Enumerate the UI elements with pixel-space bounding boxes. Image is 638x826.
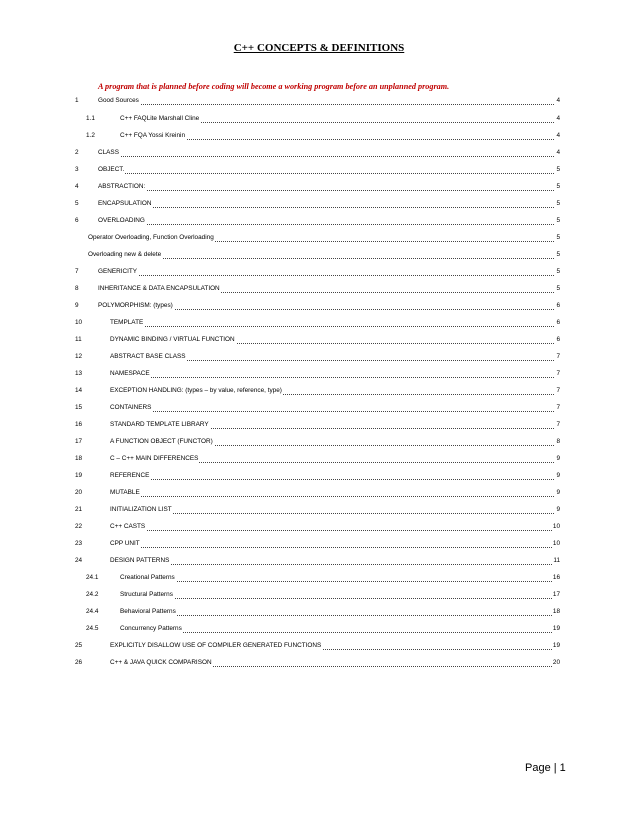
toc-leader-dots xyxy=(110,513,558,514)
toc-entry-number: 6 xyxy=(75,217,79,224)
toc-entry-number: 24.4 xyxy=(86,608,99,615)
toc-entry[interactable] xyxy=(0,181,638,193)
toc-entry[interactable] xyxy=(0,215,638,227)
toc-leader-dots xyxy=(120,632,558,633)
page-footer: Page | 1 xyxy=(525,762,566,774)
toc-entry[interactable] xyxy=(0,300,638,312)
toc-entry-number: 5 xyxy=(75,200,79,207)
motto-quote: A program that is planned before coding will become a working program before an unplanned program. xyxy=(98,82,450,91)
toc-entry[interactable] xyxy=(0,640,638,652)
toc-leader-dots xyxy=(110,564,558,565)
toc-entry-title: MUTABLE xyxy=(110,489,140,496)
toc-entry[interactable] xyxy=(0,470,638,482)
toc-entry-number: 1 xyxy=(75,97,79,104)
toc-entry-title: TEMPLATE xyxy=(110,319,144,326)
toc-entry-title: Creational Patterns xyxy=(120,574,175,581)
toc-entry-page: 7 xyxy=(556,421,560,428)
toc-entry-title: Overloading new & delete xyxy=(88,251,162,258)
toc-entry-number: 20 xyxy=(75,489,83,496)
toc-entry-title: Behavioral Patterns xyxy=(120,608,176,615)
toc-entry-title: STANDARD TEMPLATE LIBRARY xyxy=(110,421,209,428)
toc-entry-number: 21 xyxy=(75,506,83,513)
toc-entry-number: 24.2 xyxy=(86,591,99,598)
toc-entry[interactable] xyxy=(0,521,638,533)
toc-entry[interactable] xyxy=(0,113,638,125)
toc-entry-number: 24.5 xyxy=(86,625,99,632)
toc-entry-page: 16 xyxy=(552,574,560,581)
toc-entry-title: OBJECT. xyxy=(98,166,125,173)
toc-entry[interactable] xyxy=(0,95,638,107)
toc-entry-number: 7 xyxy=(75,268,79,275)
toc-leader-dots xyxy=(110,411,558,412)
toc-entry-page: 10 xyxy=(552,540,560,547)
toc-entry-page: 6 xyxy=(556,319,560,326)
toc-leader-dots xyxy=(110,479,558,480)
toc-entry[interactable] xyxy=(0,130,638,142)
toc-entry[interactable] xyxy=(0,283,638,295)
toc-leader-dots xyxy=(98,156,558,157)
toc-entry-title: Structural Patterns xyxy=(120,591,173,598)
toc-entry-number: 19 xyxy=(75,472,83,479)
toc-entry-page: 5 xyxy=(556,285,560,292)
toc-entry-title: CONTAINERS xyxy=(110,404,152,411)
toc-entry-page: 17 xyxy=(552,591,560,598)
toc-entry[interactable] xyxy=(0,368,638,380)
toc-entry[interactable] xyxy=(0,589,638,601)
toc-entry-page: 5 xyxy=(556,234,560,241)
toc-entry-number: 24.1 xyxy=(86,574,99,581)
toc-entry[interactable] xyxy=(0,198,638,210)
toc-entry[interactable] xyxy=(0,555,638,567)
toc-entry[interactable] xyxy=(0,164,638,176)
toc-entry-page: 6 xyxy=(556,336,560,343)
toc-entry[interactable] xyxy=(0,232,638,244)
toc-leader-dots xyxy=(110,530,558,531)
toc-entry-page: 5 xyxy=(556,166,560,173)
toc-entry-page: 8 xyxy=(556,438,560,445)
toc-entry[interactable] xyxy=(0,623,638,635)
toc-leader-dots xyxy=(110,496,558,497)
toc-leader-dots xyxy=(110,326,558,327)
toc-entry-number: 8 xyxy=(75,285,79,292)
toc-entry-number: 4 xyxy=(75,183,79,190)
toc-leader-dots xyxy=(98,190,558,191)
toc-entry-page: 5 xyxy=(556,217,560,224)
toc-leader-dots xyxy=(98,207,558,208)
toc-entry-title: Operator Overloading, Function Overloading xyxy=(88,234,214,241)
toc-entry-title: NAMESPACE xyxy=(110,370,150,377)
toc-leader-dots xyxy=(98,275,558,276)
toc-leader-dots xyxy=(98,104,558,105)
toc-entry[interactable] xyxy=(0,487,638,499)
toc-entry-number: 1.1 xyxy=(86,115,95,122)
toc-entry-page: 9 xyxy=(556,455,560,462)
toc-entry-page: 5 xyxy=(556,183,560,190)
toc-entry-number: 23 xyxy=(75,540,83,547)
toc-leader-dots xyxy=(120,615,558,616)
toc-entry[interactable] xyxy=(0,249,638,261)
toc-entry-page: 7 xyxy=(556,387,560,394)
toc-entry-title: POLYMORPHISM: (types) xyxy=(98,302,173,309)
toc-entry-number: 12 xyxy=(75,353,83,360)
toc-leader-dots xyxy=(98,224,558,225)
toc-entry-page: 5 xyxy=(556,268,560,275)
toc-entry-title: ABSTRACTION: xyxy=(98,183,146,190)
toc-entry[interactable] xyxy=(0,453,638,465)
toc-entry[interactable] xyxy=(0,147,638,159)
toc-entry-page: 4 xyxy=(556,97,560,104)
toc-entry-title: C++ CASTS xyxy=(110,523,146,530)
toc-entry-page: 9 xyxy=(556,472,560,479)
toc-entry-title: Good Sources xyxy=(98,97,139,104)
toc-entry-page: 4 xyxy=(556,115,560,122)
toc-entry-number: 1.2 xyxy=(86,132,95,139)
toc-entry-title: REFERENCE xyxy=(110,472,150,479)
toc-entry-title: INITIALIZATION LIST xyxy=(110,506,172,513)
toc-entry[interactable] xyxy=(0,351,638,363)
toc-entry-page: 9 xyxy=(556,506,560,513)
toc-entry[interactable] xyxy=(0,606,638,618)
toc-leader-dots xyxy=(120,598,558,599)
toc-entry-page: 4 xyxy=(556,132,560,139)
toc-entry-title: C++ FAQLite Marshall Cline xyxy=(120,115,200,122)
toc-entry-title: ABSTRACT BASE CLASS xyxy=(110,353,186,360)
toc-entry[interactable] xyxy=(0,317,638,329)
toc-entry-number: 18 xyxy=(75,455,83,462)
toc-entry-number: 13 xyxy=(75,370,83,377)
toc-entry-title: C – C++ MAIN DIFFERENCES xyxy=(110,455,199,462)
toc-entry-page: 11 xyxy=(553,557,560,564)
toc-entry-page: 6 xyxy=(556,302,560,309)
toc-entry-number: 16 xyxy=(75,421,83,428)
document-title: C++ CONCEPTS & DEFINITIONS xyxy=(233,42,405,54)
toc-entry-title: CPP UNIT xyxy=(110,540,140,547)
toc-entry-title: GENERICITY xyxy=(98,268,138,275)
toc-entry-page: 7 xyxy=(556,353,560,360)
toc-entry[interactable] xyxy=(0,334,638,346)
toc-entry-title: EXCEPTION HANDLING: (types – by value, reference, type) xyxy=(110,387,282,394)
toc-entry-page: 5 xyxy=(556,251,560,258)
toc-entry-number: 22 xyxy=(75,523,83,530)
toc-entry-page: 19 xyxy=(552,642,560,649)
toc-entry-number: 17 xyxy=(75,438,83,445)
toc-entry-title: DESIGN PATTERNS xyxy=(110,557,170,564)
toc-entry-page: 7 xyxy=(556,370,560,377)
toc-entry-number: 11 xyxy=(75,336,82,343)
toc-entry-title: DYNAMIC BINDING / VIRTUAL FUNCTION xyxy=(110,336,235,343)
toc-entry-number: 26 xyxy=(75,659,83,666)
toc-leader-dots xyxy=(120,581,558,582)
toc-entry-title: Concurrency Patterns xyxy=(120,625,182,632)
toc-entry-title: OVERLOADING xyxy=(98,217,145,224)
toc-entry-page: 5 xyxy=(556,200,560,207)
toc-entry[interactable] xyxy=(0,657,638,669)
toc-entry-title: INHERITANCE & DATA ENCAPSULATION xyxy=(98,285,220,292)
toc-entry-title: EXPLICITLY DISALLOW USE OF COMPILER GENERATED FUNCTIONS xyxy=(110,642,322,649)
toc-entry-page: 10 xyxy=(552,523,560,530)
toc-entry-title: CLASS xyxy=(98,149,119,156)
toc-leader-dots xyxy=(98,173,558,174)
toc-entry-number: 3 xyxy=(75,166,79,173)
toc-entry-number: 14 xyxy=(75,387,83,394)
toc-entry-title: A FUNCTION OBJECT (FUNCTOR) xyxy=(110,438,213,445)
toc-entry-number: 10 xyxy=(75,319,83,326)
toc-entry-page: 18 xyxy=(552,608,560,615)
toc-entry-number: 15 xyxy=(75,404,83,411)
toc-leader-dots xyxy=(110,377,558,378)
toc-entry[interactable] xyxy=(0,385,638,397)
toc-entry-title: C++ & JAVA QUICK COMPARISON xyxy=(110,659,212,666)
toc-entry[interactable] xyxy=(0,402,638,414)
toc-entry[interactable] xyxy=(0,572,638,584)
toc-entry-number: 25 xyxy=(75,642,83,649)
toc-entry[interactable] xyxy=(0,436,638,448)
toc-entry-page: 4 xyxy=(556,149,560,156)
toc-entry-page: 20 xyxy=(552,659,560,666)
toc-entry[interactable] xyxy=(0,266,638,278)
toc-entry[interactable] xyxy=(0,504,638,516)
toc-entry-page: 7 xyxy=(556,404,560,411)
toc-entry[interactable] xyxy=(0,538,638,550)
toc-entry[interactable] xyxy=(0,419,638,431)
toc-entry-page: 9 xyxy=(556,489,560,496)
toc-entry-title: C++ FQA Yossi Kreinin xyxy=(120,132,186,139)
toc-leader-dots xyxy=(110,547,558,548)
toc-entry-number: 2 xyxy=(75,149,79,156)
toc-entry-page: 19 xyxy=(552,625,560,632)
toc-entry-number: 24 xyxy=(75,557,83,564)
toc-entry-title: ENCAPSULATION xyxy=(98,200,152,207)
toc-entry-number: 9 xyxy=(75,302,79,309)
